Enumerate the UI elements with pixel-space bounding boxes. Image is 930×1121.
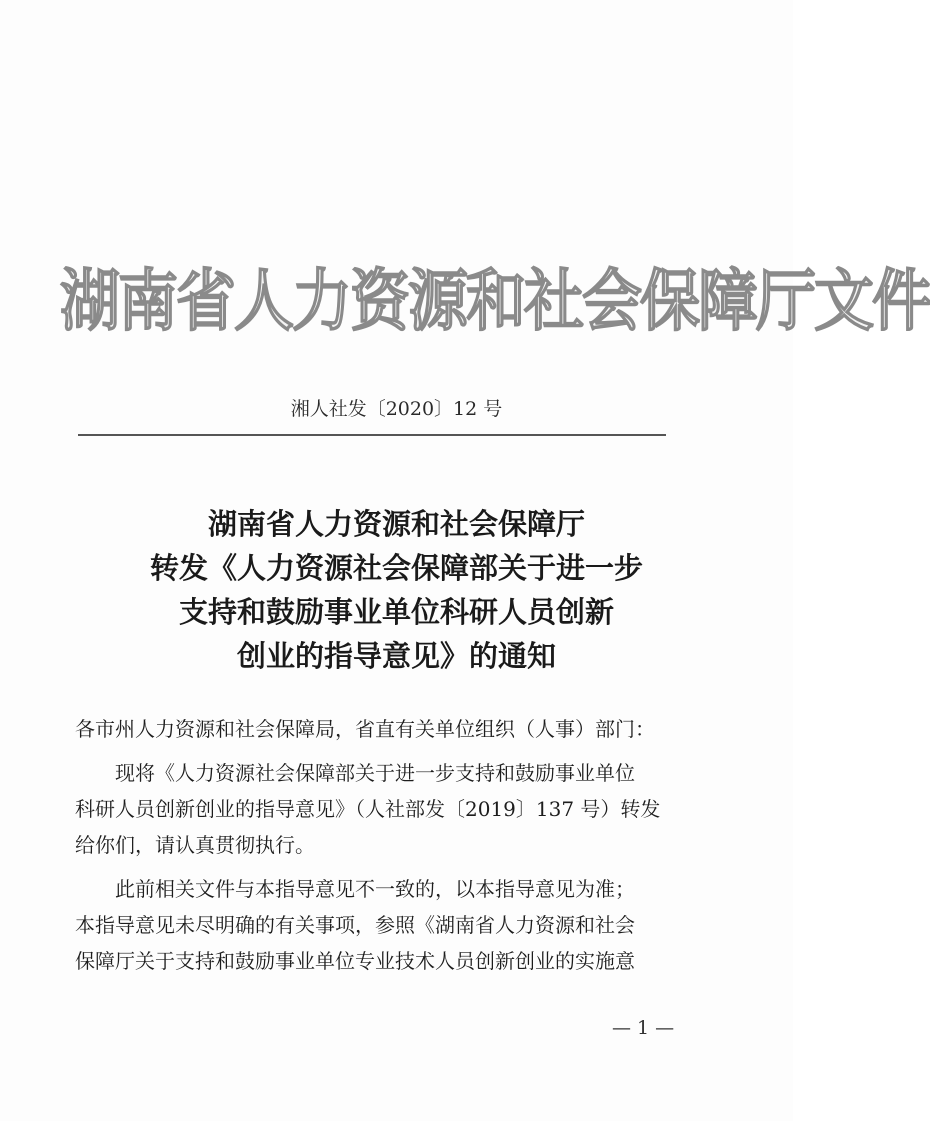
salutation-line: 各市州人力资源和社会保障局，省直有关单位组织（人事）部门：: [75, 717, 655, 741]
issuer-header-title: 湖南省人力资源和社会保障厅文件: [60, 262, 930, 341]
paragraph-spacer: [75, 747, 675, 755]
body-line: 本指导意见未尽明确的有关事项，参照《湖南省人力资源和社会: [75, 913, 635, 937]
page-number: — 1 —: [612, 1017, 675, 1039]
notice-title-line: 支持和鼓励事业单位科研人员创新: [178, 595, 614, 629]
body-line: 此前相关文件与本指导意见不一致的，以本指导意见为准；: [75, 877, 635, 901]
header-divider: [78, 434, 666, 436]
body-line: 科研人员创新创业的指导意见》（人社部发〔2019〕137 号）转发: [75, 797, 661, 821]
body-line: 保障厅关于支持和鼓励事业单位专业技术人员创新创业的实施意: [75, 949, 635, 973]
notice-title: [0, 502, 793, 678]
notice-title-line: 转发《人力资源社会保障部关于进一步: [149, 551, 643, 585]
body-line: 给你们，请认真贯彻执行。: [75, 833, 315, 857]
body-line: 现将《人力资源社会保障部关于进一步支持和鼓励事业单位: [75, 761, 635, 785]
body-text: [75, 711, 675, 979]
notice-title-line: 创业的指导意见》的通知: [236, 639, 556, 673]
paragraph-spacer: [75, 863, 675, 871]
notice-title-line: 湖南省人力资源和社会保障厅: [207, 507, 585, 541]
document-number: 湘人社发〔2020〕12 号: [290, 398, 503, 420]
